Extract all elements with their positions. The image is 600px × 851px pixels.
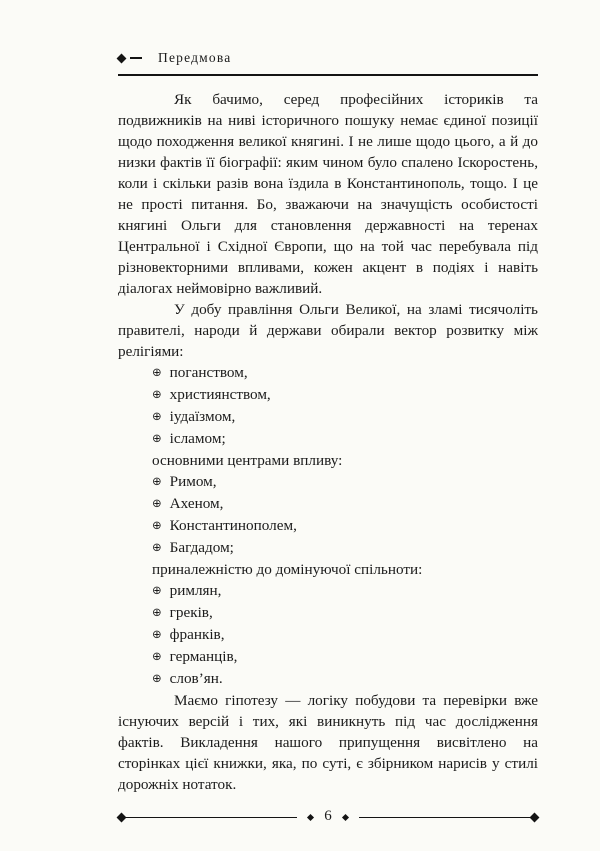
- footer-left-rule: [125, 817, 297, 819]
- list-item: [152, 668, 538, 690]
- list-item: [152, 384, 538, 406]
- ornament-bullet-icon: ⊕: [152, 518, 162, 532]
- list-item-label: іудаїзмом,: [169, 408, 236, 425]
- list-item: [152, 362, 538, 384]
- ornament-bullet-icon: ⊕: [152, 387, 162, 401]
- religions-list: [118, 362, 538, 450]
- ornament-bullet-icon: ⊕: [152, 605, 162, 619]
- footer-right-rule: [359, 817, 531, 819]
- ornament-bullet-icon: ⊕: [152, 627, 162, 641]
- page-footer: [118, 810, 538, 825]
- list-item-label: германців,: [169, 648, 238, 665]
- ornament-bullet-icon: ⊕: [152, 474, 162, 488]
- centers-list: [118, 471, 538, 559]
- footer-inner-right-diamond-icon: [342, 814, 349, 821]
- header-diamond-icon: [117, 53, 127, 63]
- communities-list: [118, 580, 538, 690]
- page-number: 6: [324, 808, 332, 824]
- ornament-bullet-icon: ⊕: [152, 583, 162, 597]
- header-rule: [118, 74, 538, 76]
- footer-left-diamond-icon: [117, 813, 127, 823]
- paragraph-hypothesis: Маємо гіпотезу — логіку побудови та перевірки вже існуючих версій і тих, які виникнуть під час дослідження фактів. Викладення нашого припущення висвітлено на сторінках цієї книжки, яка, по суті, є збірником нарисів у стилі дорожніх нотаток.: [118, 692, 538, 793]
- ornament-bullet-icon: ⊕: [152, 671, 162, 685]
- list-item-label: ісламом;: [169, 430, 226, 447]
- list-item-label: римлян,: [169, 582, 222, 599]
- list-item-label: Римом,: [169, 473, 217, 490]
- ornament-bullet-icon: ⊕: [152, 496, 162, 510]
- centers-label: основними центрами впливу:: [152, 452, 343, 469]
- list-item-label: Ахеном,: [169, 495, 224, 512]
- list-item: [152, 515, 538, 537]
- list-item: [152, 406, 538, 428]
- footer-right-diamond-icon: [530, 813, 540, 823]
- list-item-label: франків,: [169, 626, 225, 643]
- list-item-label: слов’ян.: [169, 670, 223, 687]
- page-header: [118, 50, 538, 76]
- communities-label: приналежністю до домінуючої спільноти:: [152, 561, 423, 578]
- list-item: [152, 602, 538, 624]
- list-item: [152, 537, 538, 559]
- list-item-label: поганством,: [169, 364, 248, 381]
- list-item: [152, 646, 538, 668]
- paragraph-intro: Як бачимо, серед професійних істориків та подвижників на ниві історичного пошуку немає єдиної позиції щодо походження великої княгині. І не лише щодо цього, а й до низки фактів її біографії: яким чином було спалено Іскоростень, коли і скільки разів вона їздила в Константинополь, тощо. І це не прості питання. Бо, зважаючи на значущість особистості княгині Ольги для становлення державності на теренах Центральної і Східної Європи, що на той час перебувала під різновекторними впливами, кожен акцент в подіях і навіть діалогах неймовірно важливий.: [118, 91, 538, 297]
- page-body: [118, 89, 538, 795]
- list-item: [152, 624, 538, 646]
- list-item-label: християнством,: [169, 386, 271, 403]
- chapter-title: Передмова: [158, 50, 232, 65]
- list-item: [152, 580, 538, 602]
- list-item-label: Багдадом;: [169, 539, 234, 556]
- header-row: [118, 50, 538, 66]
- list-item-label: Константинополем,: [169, 517, 297, 534]
- ornament-bullet-icon: ⊕: [152, 365, 162, 379]
- list-item: [152, 493, 538, 515]
- ornament-bullet-icon: ⊕: [152, 431, 162, 445]
- list-item: [152, 428, 538, 450]
- ornament-bullet-icon: ⊕: [152, 409, 162, 423]
- list-item: [152, 471, 538, 493]
- footer-inner-left-diamond-icon: [307, 814, 314, 821]
- header-tail-line: [130, 57, 142, 58]
- ornament-bullet-icon: ⊕: [152, 649, 162, 663]
- list-item-label: греків,: [169, 604, 213, 621]
- ornament-bullet-icon: ⊕: [152, 540, 162, 554]
- paragraph-religions-intro: У добу правління Ольги Великої, на зламі тисячоліть правителі, народи й держави обирали вектор розвитку між релігіями:: [118, 301, 538, 360]
